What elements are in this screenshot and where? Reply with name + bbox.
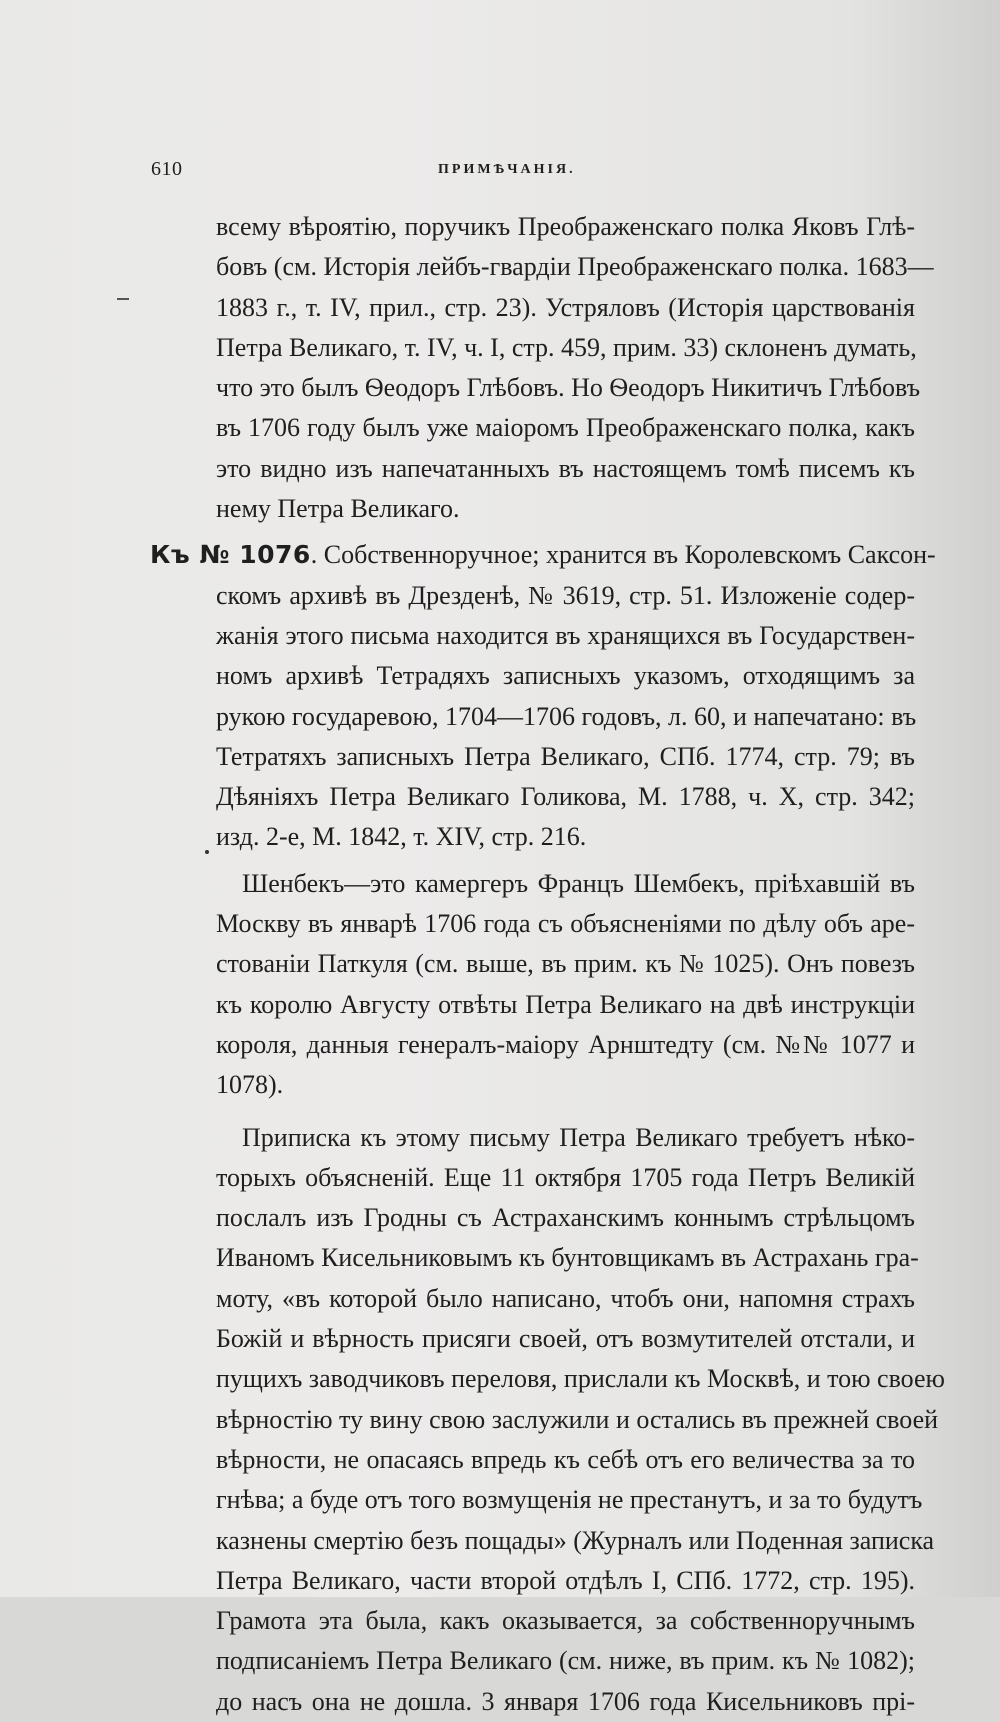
text-line: Дѣяніяхъ Петра Великаго Голикова, М. 1788, ч. X, стр. 342; — [216, 782, 915, 812]
text-line: что это былъ Ѳеодоръ Глѣбовъ. Но Ѳеодоръ Никитичъ Глѣбовъ — [216, 373, 921, 403]
paragraph-2 — [150, 535, 936, 857]
text-line: пущихъ заводчиковъ переловя, прислали къ Москвѣ, и тою своею — [216, 1364, 945, 1394]
text-line: торыхъ объясненій. Еще 11 октября 1705 года Петръ Великій — [216, 1162, 915, 1192]
text-line: въ 1706 году былъ уже маіоромъ Преображенскаго полка, какъ — [216, 413, 915, 443]
running-title: ПРИМѢЧАНІЯ. — [438, 162, 576, 177]
text-line: послалъ изъ Гродны съ Астраханскимъ коннымъ стрѣльцомъ — [216, 1203, 915, 1233]
text-line: рукою государевою, 1704—1706 годовъ, л. 60, и напечатано: въ — [216, 701, 917, 731]
text-line: бовъ (см. Исторія лейбъ-гвардіи Преображенскаго полка. 1683— — [216, 252, 934, 282]
text-line: Шенбекъ—это камергеръ Францъ Шембекъ, пріѣхавшій въ — [242, 868, 915, 898]
text-line: стованіи Паткуля (см. выше, въ прим. къ № 1025). Онъ повезъ — [216, 949, 915, 979]
text-line: это видно изъ напечатанныхъ въ настоящемъ томѣ писемъ къ — [216, 453, 915, 483]
text-line: изд. 2-е, М. 1842, т. XIV, стр. 216. — [216, 822, 587, 852]
page-number: 610 — [151, 158, 183, 180]
text-line: къ королю Августу отвѣты Петра Великаго на двѣ инструкціи — [216, 989, 915, 1019]
text-line: Иваномъ Кисельниковымъ къ бунтовщикамъ въ Астрахань гра- — [216, 1243, 919, 1273]
text-line: вѣрностію ту вину свою заслужили и остались въ прежней своей — [216, 1404, 939, 1434]
text-line: моту, «въ которой было написано, чтобъ они, напомня страхъ — [216, 1283, 915, 1313]
paragraph-4 — [150, 1118, 945, 1722]
text-line: Приписка къ этому письму Петра Великаго требуетъ нѣко- — [242, 1122, 915, 1152]
note-heading-line — [150, 535, 936, 575]
text-line: Тетратяхъ записныхъ Петра Великаго, СПб. 1774, стр. 79; въ — [216, 741, 915, 771]
text-line: жанія этого письма находится въ хранящихся въ Государствен- — [216, 620, 915, 650]
note-number-label: Къ № 1076 — [150, 540, 311, 570]
text-line: гнѣва; а буде отъ того возмущенія не престанутъ, и за то будутъ — [216, 1485, 923, 1515]
text-line: Петра Великаго, т. IV, ч. I, стр. 459, прим. 33) склоненъ думать, — [216, 332, 917, 362]
text-line: Грамота эта была, какъ оказывается, за собственноручнымъ — [216, 1606, 915, 1636]
note-heading-rest: . Собственноручное; хранится въ Королевскомъ Саксон- — [310, 540, 936, 570]
paragraph-1 — [150, 207, 934, 529]
main-text — [150, 207, 945, 1722]
text-line: нему Петра Великаго. — [216, 494, 460, 524]
text-line: скомъ архивѣ въ Дрезденѣ, № 3619, стр. 51. Изложеніе содер- — [216, 580, 915, 610]
text-line: подписаніемъ Петра Великаго (см. ниже, въ прим. къ № 1082); — [216, 1646, 915, 1676]
text-line: 1078). — [216, 1070, 284, 1100]
text-line: номъ архивѣ Тетрадяхъ записныхъ указомъ, отходящимъ за — [216, 661, 915, 691]
margin-dash-mark — [117, 298, 129, 300]
text-line: казнены смертію безъ пощады» (Журналъ или Поденная записка — [216, 1525, 935, 1555]
text-line: короля, данныя генералъ-маіору Арнштедту (см. №№ 1077 и — [216, 1029, 915, 1059]
paragraph-3 — [150, 864, 915, 1106]
text-line: до насъ она не дошла. 3 января 1706 года Кисельниковъ прі- — [216, 1686, 915, 1716]
page-header — [151, 158, 911, 188]
text-line: Москву въ январѣ 1706 года съ объясненіями по дѣлу объ аре- — [216, 909, 915, 939]
text-line: Божій и вѣрность присяги своей, отъ возмутителей отстали, и — [216, 1324, 915, 1354]
text-line: вѣрности, не опасаясь впредь къ себѣ отъ его величества за то — [216, 1444, 915, 1474]
text-line: Петра Великаго, части второй отдѣлъ I, СПб. 1772, стр. 195). — [216, 1565, 915, 1595]
text-line: всему вѣроятію, поручикъ Преображенскаго полка Яковъ Глѣ- — [216, 212, 915, 241]
text-line: 1883 г., т. IV, прил., стр. 23). Устряловъ (Исторія царствованія — [216, 292, 915, 322]
